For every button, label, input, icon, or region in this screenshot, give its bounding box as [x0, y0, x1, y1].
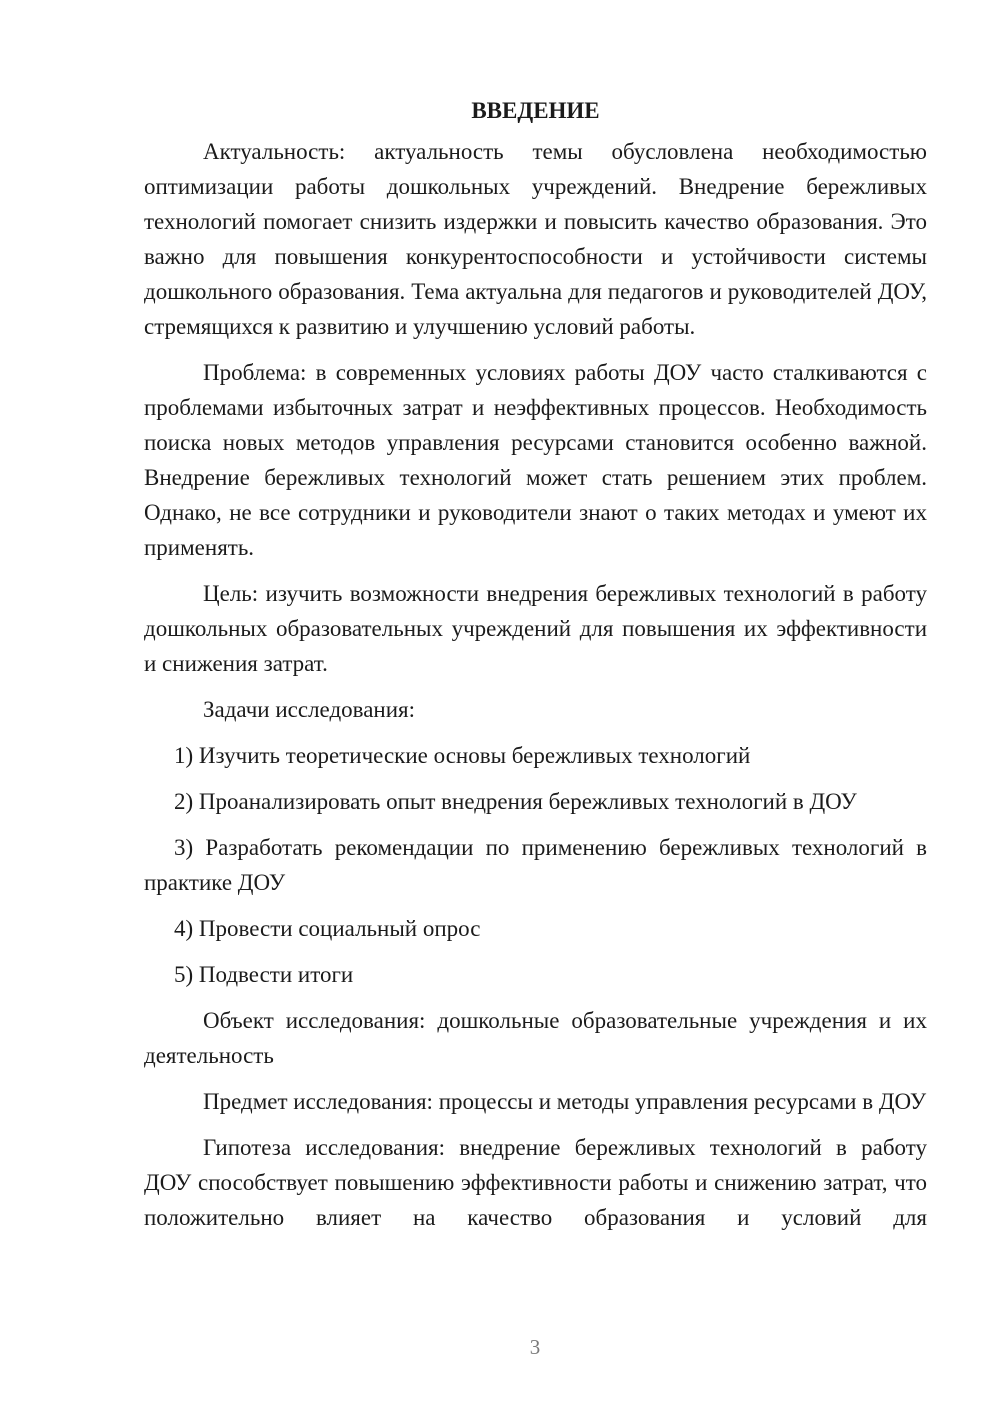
goal-paragraph: Цель: изучить возможности внедрения бережливых технологий в работу дошкольных образовательных учреждений для повышения их эффективности и снижения затрат.	[144, 581, 927, 676]
tasks-heading: Задачи исследования:	[203, 697, 416, 722]
page-number: 3	[529, 1335, 541, 1359]
hypothesis-paragraph: Гипотеза исследования: внедрение бережливых технологий в работу ДОУ способствует повышению эффективности работы и снижению затрат, что положительно влияет на качество образования и условий для	[144, 1135, 927, 1230]
object-paragraph: Объект исследования: дошкольные образовательные учреждения и их деятельность	[144, 1008, 927, 1068]
task-item-2: 2) Проанализировать опыт внедрения бережливых технологий в ДОУ	[174, 789, 857, 814]
task-item-5: 5) Подвести итоги	[174, 962, 354, 987]
task-item-3: 3) Разработать рекомендации по применению бережливых технологий в практике ДОУ	[144, 835, 927, 895]
page-title: ВВЕДЕНИЕ	[471, 98, 600, 123]
task-item-4: 4) Провести социальный опрос	[174, 916, 481, 941]
page-body	[144, 96, 927, 1246]
task-item-1: 1) Изучить теоретические основы бережливых технологий	[174, 743, 751, 768]
relevance-paragraph: Актуальность: актуальность темы обусловлена необходимостью оптимизации работы дошкольных учреждений. Внедрение бережливых технологий помогает снизить издержки и повысить качество образования. Это важно для повышения конкурентоспособности и устойчивости системы дошкольного образования. Тема актуальна для педагогов и руководителей ДОУ, стремящихся к развитию и улучшению условий работы.	[144, 139, 927, 339]
problem-paragraph: Проблема: в современных условиях работы ДОУ часто сталкиваются с проблемами избыточных затрат и неэффективных процессов. Необходимость поиска новых методов управления ресурсами становится особенно важной. Внедрение бережливых технологий может стать решением этих проблем. Однако, не все сотрудники и руководители знают о таких методах и умеют их применять.	[144, 360, 927, 560]
subject-paragraph: Предмет исследования: процессы и методы управления ресурсами в ДОУ	[203, 1089, 927, 1114]
